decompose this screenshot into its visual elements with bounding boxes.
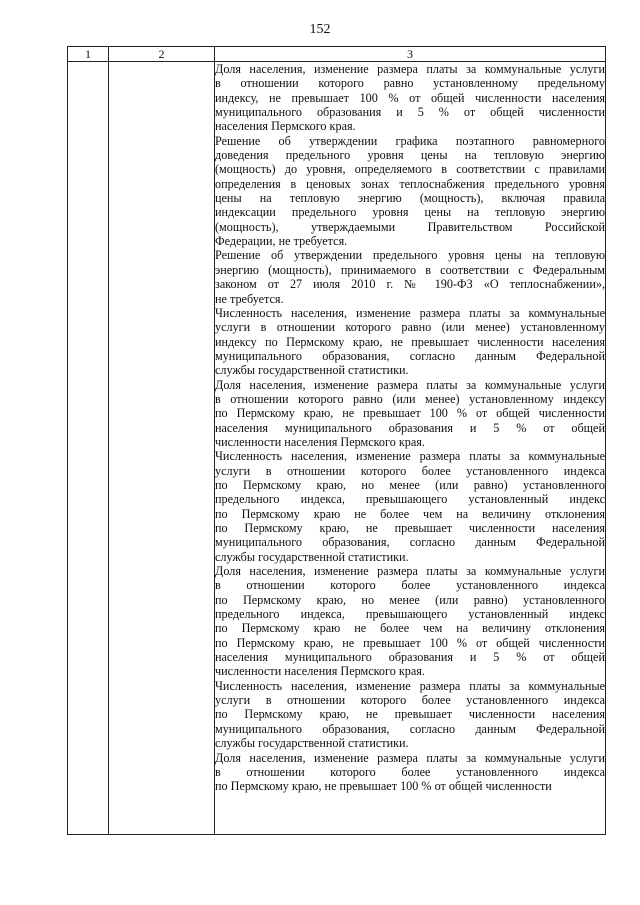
text-line: законом от 27 июля 2010 г. № 190-ФЗ «О теплоснабжении», bbox=[215, 277, 605, 292]
paragraph bbox=[215, 306, 605, 378]
text-line: в отношении которого равно установленному предельному bbox=[215, 76, 605, 91]
text-line: Численность населения, изменение размера платы за коммунальные bbox=[215, 678, 605, 693]
text-line: по Пермскому краю не более чем на величину отклонения bbox=[215, 621, 605, 636]
paragraph bbox=[215, 564, 605, 679]
paragraph bbox=[215, 134, 605, 249]
column-3-cell bbox=[215, 62, 606, 835]
table-header-row bbox=[68, 47, 606, 62]
text-line: Доля населения, изменение размера платы за коммунальные услуги bbox=[215, 564, 605, 579]
text-line: Решение об утверждении предельного уровня цены на тепловую bbox=[215, 248, 605, 263]
text-line: по Пермскому краю не более чем на величину отклонения bbox=[215, 506, 605, 521]
text-line: услуги в отношении которого более установленного индекса bbox=[215, 693, 605, 708]
text-line: службы государственной статистики. bbox=[215, 736, 409, 751]
text-line: службы государственной статистики. bbox=[215, 363, 409, 378]
text-line: не требуется. bbox=[215, 291, 284, 306]
column-1-cell bbox=[68, 62, 109, 835]
table-row bbox=[68, 62, 606, 835]
paragraph bbox=[215, 449, 605, 564]
column-header-2: 2 bbox=[109, 47, 215, 62]
text-line: в отношении которого равно (или менее) установленному индексу bbox=[215, 391, 605, 406]
text-line: населения муниципального образования и 5 % от общей bbox=[215, 420, 605, 435]
text-line: по Пермскому краю, не превышает 100 % от общей численности bbox=[215, 779, 552, 794]
text-line: индексу по Пермскому краю, не превышает численности населения bbox=[215, 334, 605, 349]
text-line: в отношении которого более установленного индекса bbox=[215, 578, 605, 593]
text-line: (мощность) до уровня, определяемого в соответствии с правилами bbox=[215, 162, 605, 177]
text-line: муниципального образования, согласно данным Федеральной bbox=[215, 348, 605, 363]
text-line: по Пермскому краю, не превышает численности населения bbox=[215, 521, 605, 535]
text-line: населения Пермского края. bbox=[215, 119, 356, 134]
paragraph bbox=[215, 378, 605, 450]
text-line: населения муниципального образования и 5 % от общей bbox=[215, 650, 605, 665]
paragraph bbox=[215, 679, 605, 751]
paragraph bbox=[215, 62, 605, 134]
text-line: Доля населения, изменение размера платы за коммунальные услуги bbox=[215, 62, 605, 76]
text-line: в отношении которого более установленного индекса bbox=[215, 764, 605, 779]
paragraph bbox=[215, 248, 605, 305]
text-line: по Пермскому краю, не превышает 100 % от общей численности bbox=[215, 406, 605, 421]
text-line: (мощность), утверждаемыми Правительством Российской bbox=[215, 219, 605, 234]
text-line: цены на тепловую энергию (мощность), включая правила bbox=[215, 191, 605, 206]
column-2-cell bbox=[109, 62, 215, 835]
text-line: Доля населения, изменение размера платы за коммунальные услуги bbox=[215, 750, 605, 765]
column-header-1: 1 bbox=[68, 47, 109, 62]
text-line: муниципального образования и 5 % от общей численности bbox=[215, 105, 605, 120]
text-line: энергию (мощность), принимаемого в соответствии с Федеральным bbox=[215, 262, 605, 277]
text-line: Решение об утверждении графика поэтапного равномерного bbox=[215, 133, 605, 148]
text-line: индексации предельного уровня цены на тепловую энергию bbox=[215, 205, 605, 220]
text-line: Федерации, не требуется. bbox=[215, 234, 348, 249]
text-line: муниципального образования, согласно данным Федеральной bbox=[215, 721, 605, 736]
text-line: предельного индекса, превышающего установленный индекс bbox=[215, 492, 605, 507]
text-line: Численность населения, изменение размера платы за коммунальные bbox=[215, 305, 605, 320]
text-line: по Пермскому краю, не превышает численности населения bbox=[215, 707, 605, 722]
column-header-3: 3 bbox=[215, 47, 606, 62]
text-line: по Пермскому краю, но менее (или равно) установленного bbox=[215, 477, 605, 492]
text-line: по Пермскому краю, не превышает 100 % от общей численности bbox=[215, 635, 605, 650]
text-line: по Пермскому краю, но менее (или равно) установленного bbox=[215, 592, 605, 607]
text-line: индексу, не превышает 100 % от общей численности населения bbox=[215, 90, 605, 105]
text-line: услуги в отношении которого более установленного индекса bbox=[215, 463, 605, 478]
paragraph bbox=[215, 751, 605, 794]
text-line: Доля населения, изменение размера платы за коммунальные услуги bbox=[215, 377, 605, 392]
text-line: службы государственной статистики. bbox=[215, 549, 409, 564]
text-line: предельного индекса, превышающего установленный индекс bbox=[215, 607, 605, 622]
page-number: 152 bbox=[309, 22, 331, 37]
text-line: услуги в отношении которого равно (или менее) установленному bbox=[215, 320, 605, 335]
text-line: численности населения Пермского края. bbox=[215, 664, 425, 679]
text-line: численности населения Пермского края. bbox=[215, 434, 425, 449]
text-line: доведения предельного уровня цены на тепловую энергию bbox=[215, 148, 605, 163]
text-line: определения в ценовых зонах теплоснабжения предельного уровня bbox=[215, 176, 605, 191]
text-line: Численность населения, изменение размера платы за коммунальные bbox=[215, 449, 605, 464]
text-line: муниципального образования, согласно данным Федеральной bbox=[215, 535, 605, 550]
document-table bbox=[67, 46, 606, 835]
